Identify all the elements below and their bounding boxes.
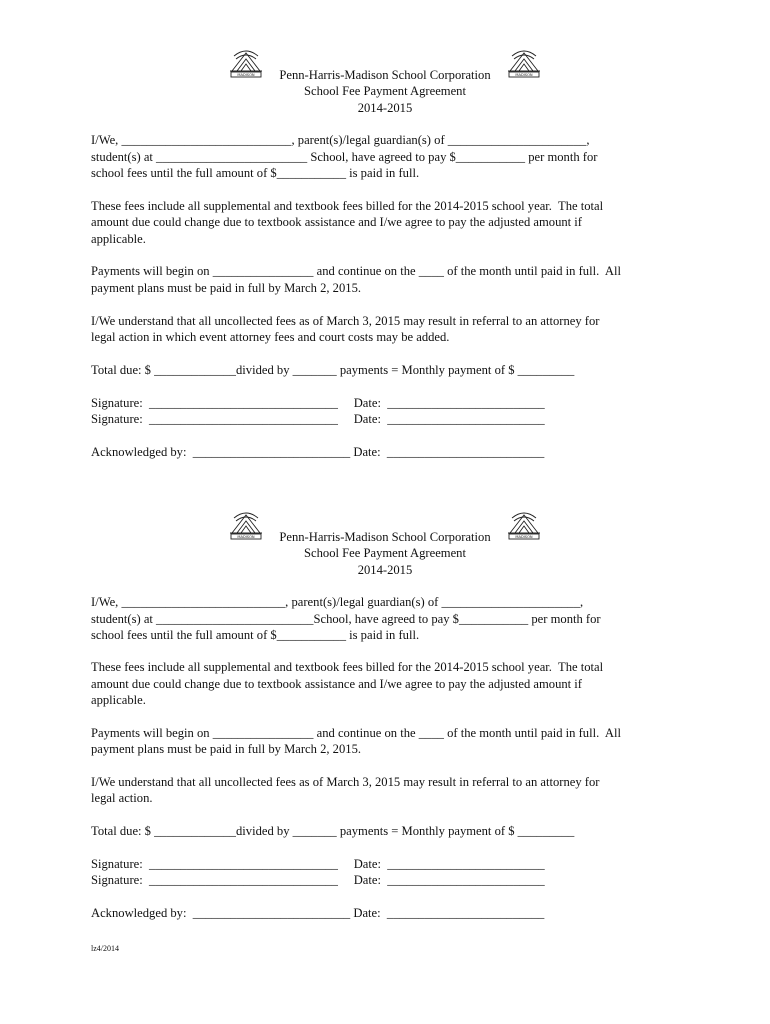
acknowledged-line: Acknowledged by: _________________________ Date: _________________________ (91, 906, 545, 920)
payments-line-2: payment plans must be paid in full by March 2, 2015. (91, 742, 362, 756)
referral-line-2: legal action. (91, 791, 153, 805)
acknowledged-line: Acknowledged by: _________________________ Date: _________________________ (91, 445, 545, 459)
referral-line-1: I/We understand that all uncollected fees as of March 3, 2015 may result in referral to an attorney for (91, 775, 600, 789)
form-title: School Fee Payment Agreement (304, 84, 466, 98)
crest-text: MADISON (515, 73, 533, 78)
signature-line-2: Signature: ______________________________ Date: _________________________ (91, 873, 545, 887)
school-year: 2014-2015 (357, 101, 413, 115)
crest-text: MADISON (515, 535, 533, 540)
referral-line-2: legal action in which event attorney fees and court costs may be added. (91, 330, 450, 344)
fees-line-1: These fees include all supplemental and textbook fees billed for the 2014-2015 school year. The total (91, 660, 604, 674)
signature-line-1: Signature: ______________________________ Date: _________________________ (91, 396, 545, 410)
org-name: Penn-Harris-Madison School Corporation (279, 530, 491, 544)
payments-line-1: Payments will begin on ________________ and continue on the ____ of the month until paid in full. All (91, 264, 621, 278)
total-due-line: Total due: $ _____________divided by _______ payments = Monthly payment of $ _________ (91, 363, 575, 377)
agreement-line-1: I/We, ___________________________, parent(s)/legal guardian(s) of ______________________, (91, 133, 590, 147)
fees-line-3: applicable. (91, 232, 146, 246)
fees-line-1: These fees include all supplemental and textbook fees billed for the 2014-2015 school year. The total (91, 199, 604, 213)
crest-text: MADISON (237, 535, 255, 540)
agreement-line-2: student(s) at _________________________School, have agreed to pay $___________ per month for (91, 612, 601, 626)
agreement-line-2: student(s) at ________________________ School, have agreed to pay $___________ per month for (91, 150, 598, 164)
signature-line-1: Signature: ______________________________ Date: _________________________ (91, 857, 545, 871)
school-year: 2014-2015 (357, 563, 413, 577)
agreement-line-3: school fees until the full amount of $___________ is paid in full. (91, 166, 420, 180)
crest-text: MADISON (237, 73, 255, 78)
form-title: School Fee Payment Agreement (304, 546, 466, 560)
signature-line-2: Signature: ______________________________ Date: _________________________ (91, 412, 545, 426)
total-due-line: Total due: $ _____________divided by _______ payments = Monthly payment of $ _________ (91, 824, 575, 838)
payments-line-2: payment plans must be paid in full by March 2, 2015. (91, 281, 362, 295)
referral-line-1: I/We understand that all uncollected fees as of March 3, 2015 may result in referral to an attorney for (91, 314, 600, 328)
fees-line-2: amount due could change due to textbook assistance and I/we agree to pay the adjusted amount if (91, 215, 583, 229)
fees-line-3: applicable. (91, 693, 146, 707)
revision-footer: lz4/2014 (91, 944, 119, 953)
agreement-line-3: school fees until the full amount of $___________ is paid in full. (91, 628, 420, 642)
fees-line-2: amount due could change due to textbook assistance and I/we agree to pay the adjusted amount if (91, 677, 583, 691)
org-name: Penn-Harris-Madison School Corporation (279, 68, 491, 82)
payments-line-1: Payments will begin on ________________ and continue on the ____ of the month until paid in full. All (91, 726, 621, 740)
agreement-line-1: I/We, __________________________, parent(s)/legal guardian(s) of ______________________, (91, 595, 584, 609)
